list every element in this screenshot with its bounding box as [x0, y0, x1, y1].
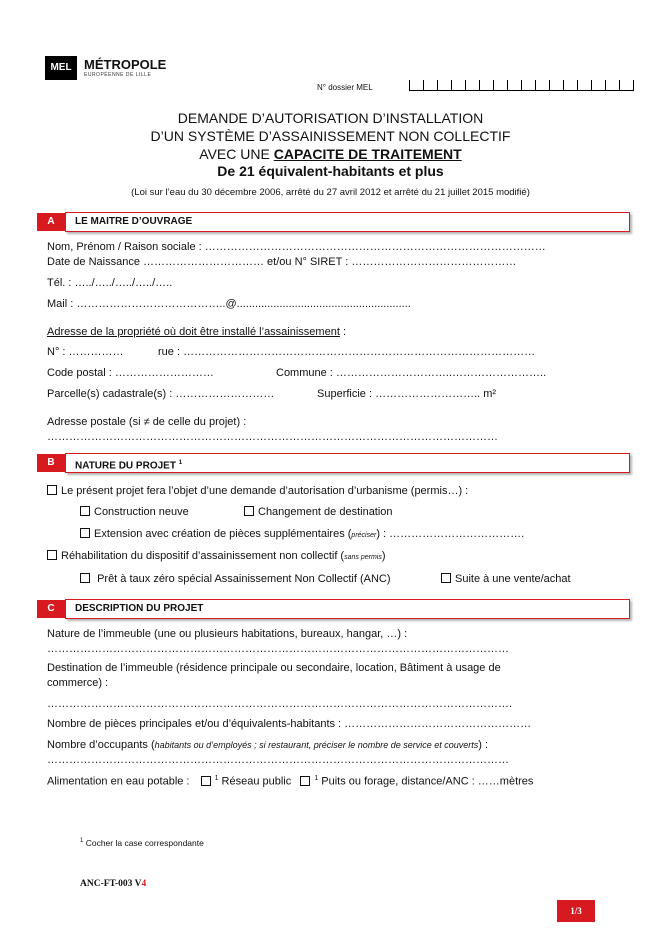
- dossier-digit-box[interactable]: [451, 80, 465, 91]
- reseau-label: Réseau public: [221, 775, 292, 788]
- dossier-digit-box[interactable]: [577, 80, 591, 91]
- dossier-digit-box[interactable]: [591, 80, 605, 91]
- checkbox-rehabilitation[interactable]: [47, 550, 57, 560]
- option-vente[interactable]: [441, 573, 571, 585]
- title-line-4: De 21 équivalent-habitants et plus: [217, 163, 444, 179]
- field-superficie[interactable]: Superficie : ……………………….. m²: [317, 388, 497, 400]
- checkbox-changement[interactable]: [244, 506, 254, 516]
- title-line-2: D’UN SYSTÈME D’ASSAINISSEMENT NON COLLECTIF: [150, 128, 511, 144]
- extension-field[interactable]: ) : ……………………………….: [376, 528, 525, 540]
- adresse-postale-label: Adresse postale (si ≠ de celle du projet) :: [47, 416, 247, 428]
- dossier-digit-box[interactable]: [437, 80, 451, 91]
- document-code-text: ANC-FT-003 V: [80, 879, 142, 889]
- document-version: 4: [141, 879, 147, 889]
- alimentation-row: [47, 775, 533, 788]
- field-nature-immeuble[interactable]: ………………………………………………………………………………………………………………: [47, 643, 509, 655]
- checkbox-pret[interactable]: [80, 573, 90, 583]
- title-line-3-bold: CAPACITE DE TRAITEMENT: [273, 146, 462, 162]
- dossier-number-field[interactable]: [409, 80, 634, 91]
- checkbox-puits[interactable]: [300, 776, 310, 786]
- dossier-digit-box[interactable]: [507, 80, 521, 91]
- footnote-ref: 1: [178, 460, 183, 466]
- field-rue[interactable]: rue : ……………………………………………………………………………………: [158, 346, 536, 358]
- adresse-propriete-colon: :: [339, 326, 347, 338]
- puits-field[interactable]: Puits ou forage, distance/ANC : ……mètres: [321, 775, 534, 788]
- alimentation-label: Alimentation en eau potable :: [47, 775, 190, 788]
- document-code: [80, 879, 146, 889]
- field-code-postal[interactable]: Code postal : ………………………: [47, 367, 214, 379]
- dossier-label: N° dossier MEL: [317, 83, 373, 92]
- mel-logo: MEL: [45, 56, 77, 80]
- dossier-digit-box[interactable]: [549, 80, 563, 91]
- puits-footnote-ref: 1: [314, 775, 319, 782]
- field-adresse-postale[interactable]: ……………………………………………………………………………………………………………: [47, 431, 498, 443]
- dossier-digit-box[interactable]: [423, 80, 437, 91]
- option-extension[interactable]: [80, 528, 524, 540]
- option-changement-label: Changement de destination: [258, 506, 393, 518]
- option-urbanisme-label: Le présent projet fera l’objet d’une demande d’autorisation d’urbanisme (permis…) :: [61, 485, 469, 497]
- dossier-digit-box[interactable]: [409, 80, 423, 91]
- section-a-header: [37, 212, 630, 232]
- dossier-digit-box[interactable]: [605, 80, 619, 91]
- footnote-number: 1: [80, 838, 84, 845]
- dossier-digit-box[interactable]: [465, 80, 479, 91]
- option-changement[interactable]: [244, 506, 393, 518]
- option-extension-label: Extension avec création de pièces supplémentaires (: [94, 528, 352, 540]
- checkbox-urbanisme[interactable]: [47, 485, 57, 495]
- dossier-digit-box[interactable]: [563, 80, 577, 91]
- title-line-1: DEMANDE D’AUTORISATION D’INSTALLATION: [177, 110, 484, 126]
- dossier-digit-box[interactable]: [535, 80, 549, 91]
- extension-note: préciser: [351, 532, 377, 539]
- dossier-digit-box[interactable]: [479, 80, 493, 91]
- option-pret-label: Prêt à taux zéro spécial Assainissement Non Collectif (ANC): [97, 573, 391, 585]
- destination-label-1: Destination de l’immeuble (résidence principale ou secondaire, location, Bâtiment à usage de: [47, 662, 501, 674]
- field-naissance-siret[interactable]: Date de Naissance …………………………… et/ou N° SIRET : ………………………………………: [47, 256, 517, 268]
- logo-name: MÉTROPOLE: [84, 57, 167, 72]
- field-tel[interactable]: Tél. : …../…../…../…../…..: [47, 277, 173, 289]
- field-numero[interactable]: N° : ……………: [47, 346, 124, 358]
- nature-immeuble-label: Nature de l’immeuble (une ou plusieurs habitations, bureaux, hangar, …) :: [47, 628, 408, 640]
- section-c-letter: C: [37, 600, 65, 618]
- field-occupants[interactable]: ………………………………………………………………………………………………………………: [47, 754, 509, 766]
- reseau-footnote-ref: 1: [214, 775, 219, 782]
- field-destination[interactable]: ……………………………………………………………………………………………………………….: [47, 698, 513, 710]
- footnote-text: Cocher la case correspondante: [85, 838, 204, 848]
- logo-subtitle: EUROPÉENNE DE LILLE: [84, 72, 152, 78]
- checkbox-vente[interactable]: [441, 573, 451, 583]
- field-nom[interactable]: Nom, Prénom / Raison sociale : …………………………………………………………………………………: [47, 241, 546, 253]
- option-pret[interactable]: [80, 573, 391, 585]
- section-b-label: [65, 453, 630, 473]
- field-mail[interactable]: Mail : …………………………………..@.........................................................: [47, 298, 411, 310]
- field-parcelle[interactable]: Parcelle(s) cadastrale(s) : ………………………: [47, 388, 275, 400]
- option-construction[interactable]: [80, 506, 189, 518]
- checkbox-construction[interactable]: [80, 506, 90, 516]
- option-vente-label: Suite à une vente/achat: [455, 573, 571, 585]
- adresse-propriete-label: Adresse de la propriété où doit être installé l’assainissement: [47, 326, 340, 338]
- occupants-end: ) :: [478, 739, 489, 751]
- checkbox-reseau[interactable]: [201, 776, 211, 786]
- occupants-note: habitants ou d’employés ; si restaurant, préciser le nombre de service et couverts: [154, 740, 479, 750]
- section-a-label: LE MAITRE D’OUVRAGE: [65, 212, 630, 232]
- dossier-digit-box[interactable]: [521, 80, 535, 91]
- occupants-label: [47, 739, 488, 751]
- section-a-letter: A: [37, 213, 65, 231]
- rehab-note: sans permis: [344, 554, 382, 561]
- occupants-label-text: Nombre d’occupants (: [47, 739, 155, 751]
- section-c-label: DESCRIPTION DU PROJET: [65, 599, 630, 619]
- adresse-propriete-title: [47, 326, 346, 338]
- dossier-digit-box[interactable]: [493, 80, 507, 91]
- option-urbanisme[interactable]: [47, 485, 468, 497]
- destination-label-2: commerce) :: [47, 677, 109, 689]
- dossier-digit-box[interactable]: [619, 80, 634, 91]
- title-line-3-prefix: AVEC UNE: [199, 146, 274, 162]
- checkbox-extension[interactable]: [80, 528, 90, 538]
- section-c-header: [37, 599, 630, 619]
- section-b-header: [37, 453, 630, 473]
- page-number: 1/3: [557, 900, 595, 922]
- section-b-label-text: NATURE DU PROJET: [75, 460, 176, 472]
- law-reference: (Loi sur l’eau du 30 décembre 2006, arrêté du 27 avril 2012 et arrêté du 21 juillet 2015 modifié): [131, 187, 530, 198]
- footnote: [80, 838, 204, 848]
- field-pieces[interactable]: Nombre de pièces principales et/ou d’équivalents-habitants : ……………………………………………: [47, 718, 532, 730]
- title-line-3: [0, 146, 661, 163]
- option-rehabilitation[interactable]: [47, 550, 386, 562]
- rehab-end: ): [381, 550, 386, 562]
- field-commune[interactable]: Commune : …………………………..……………………..: [276, 367, 547, 379]
- section-b-letter: B: [37, 454, 65, 472]
- option-rehabilitation-label: Réhabilitation du dispositif d’assainissement non collectif (: [61, 550, 345, 562]
- option-construction-label: Construction neuve: [94, 506, 189, 518]
